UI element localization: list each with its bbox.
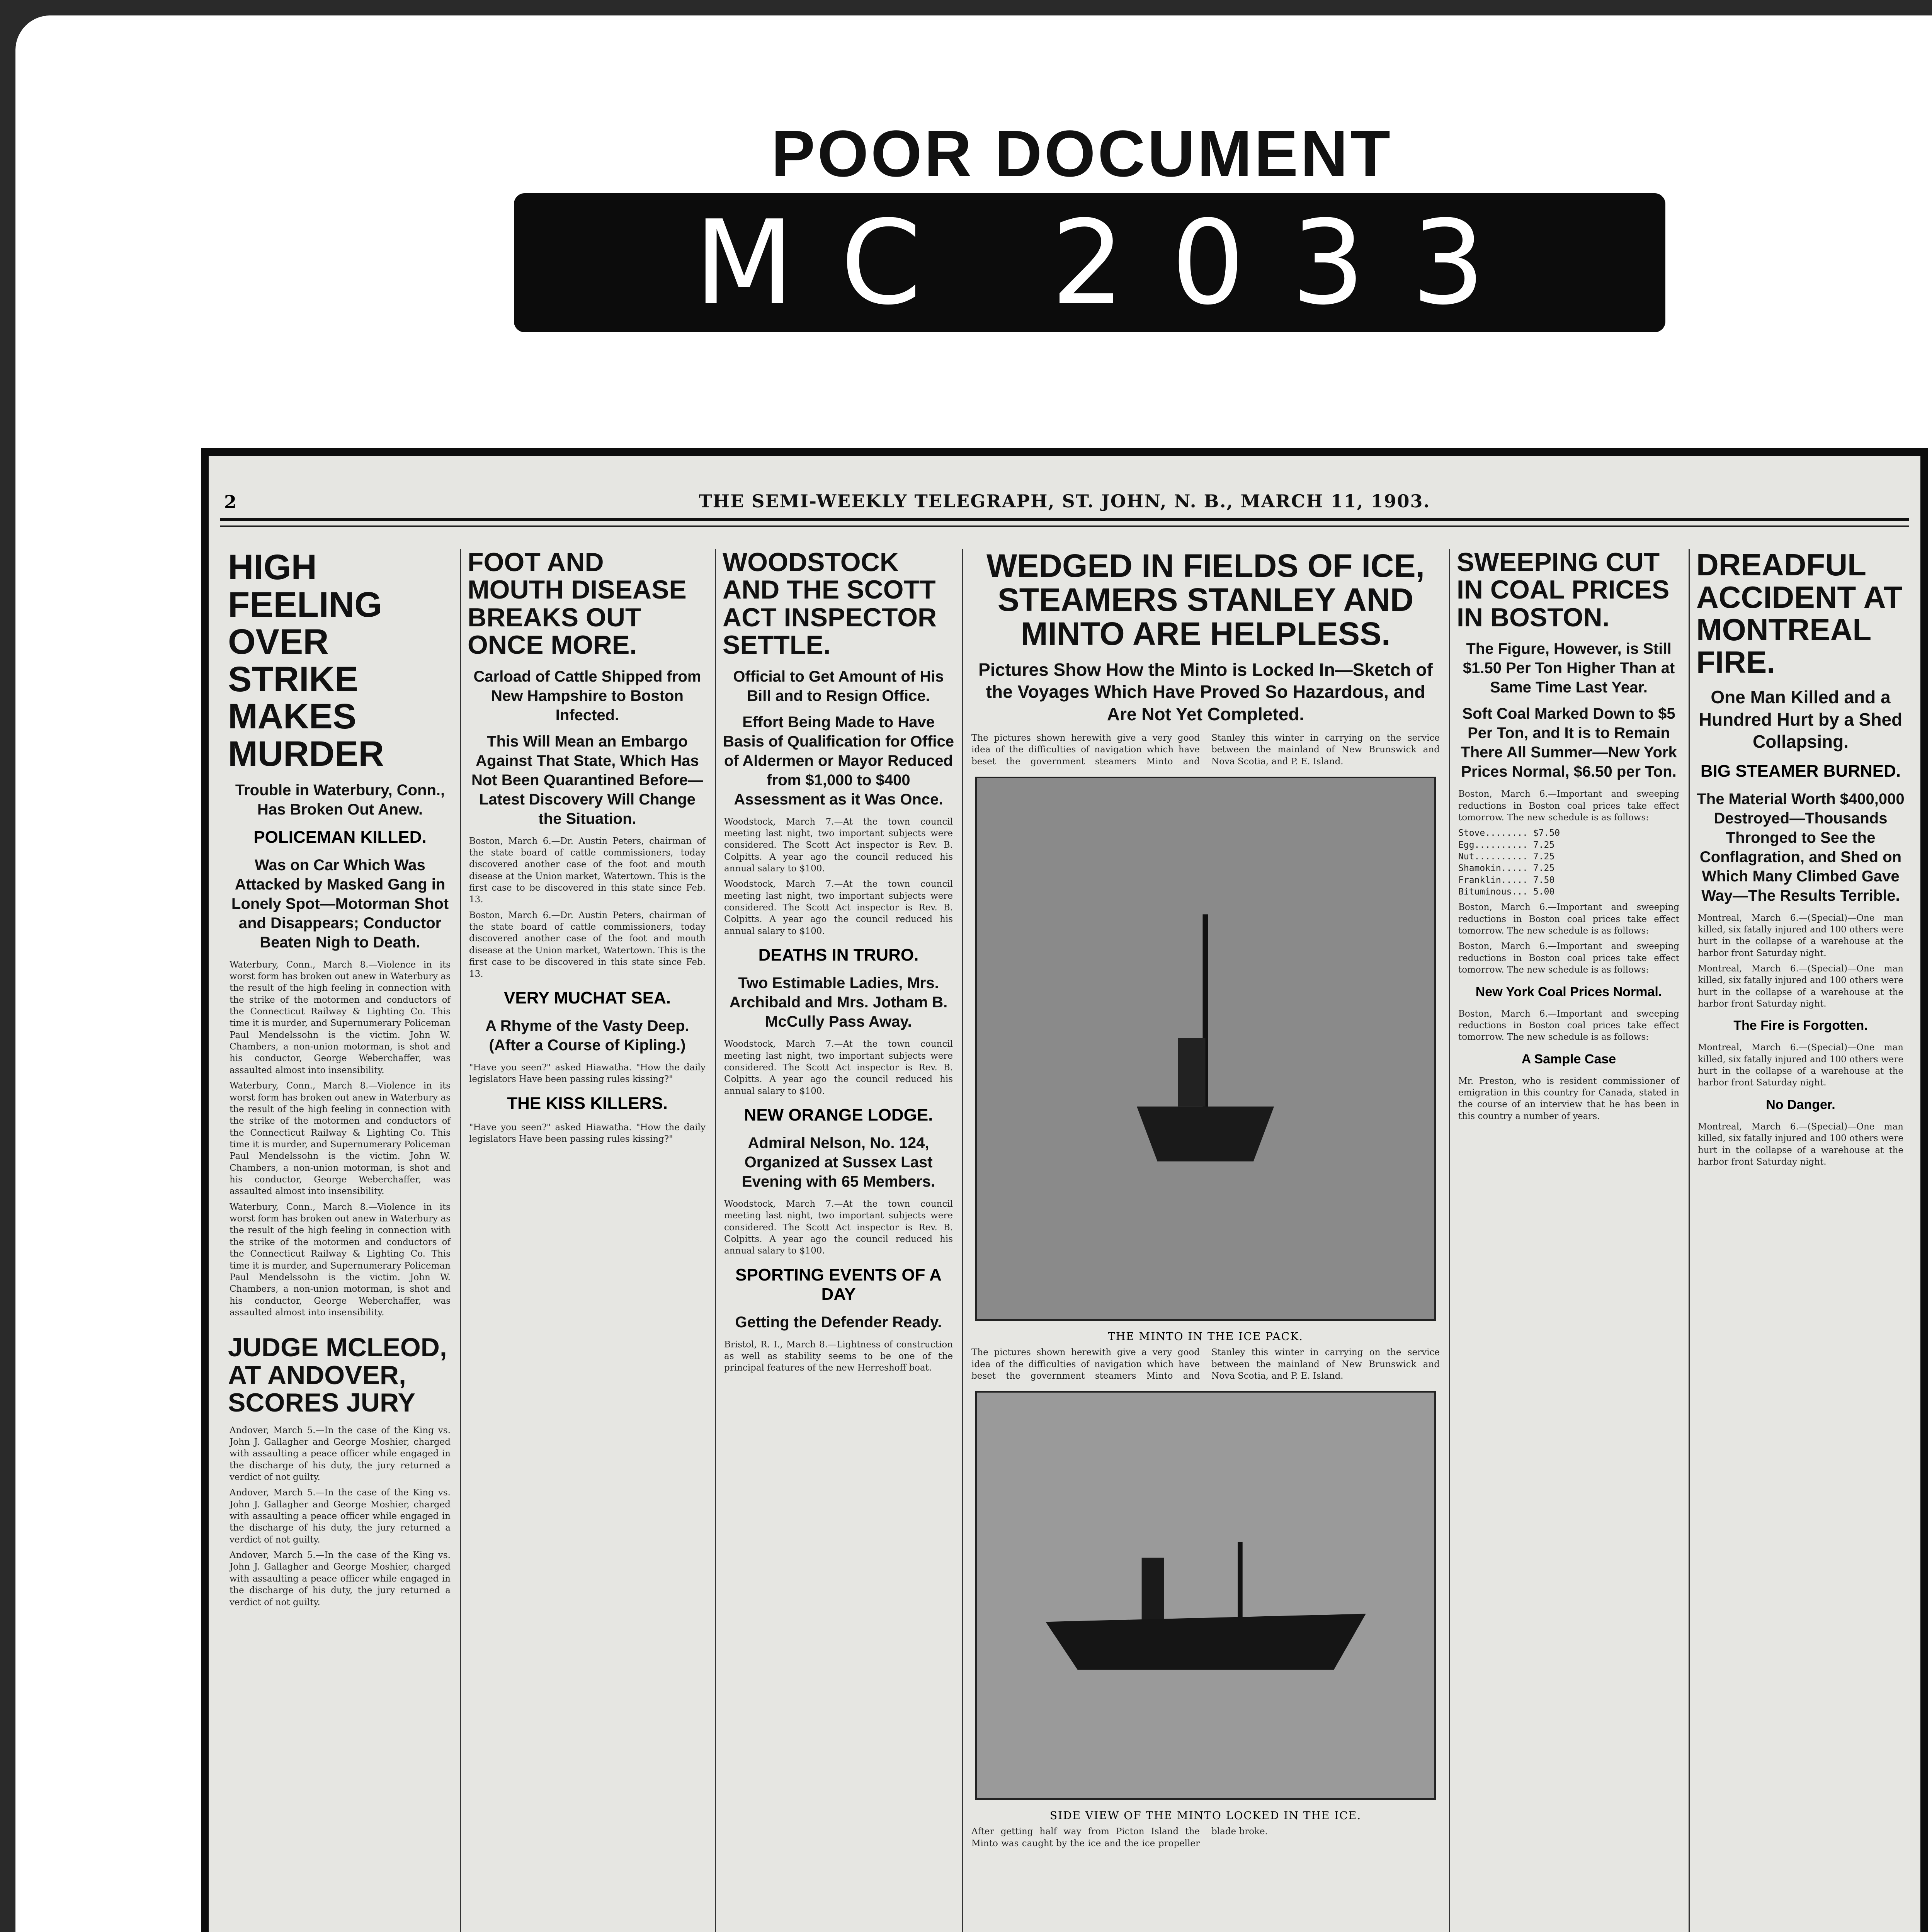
article-body-foot-mouth: Boston, March 6.—Dr. Austin Peters, chairman of the state board of cattle commissioners, today discovered another case of the foot and mouth disease at the Union market, Watertown. This is the first case to be discovered in this state since Feb. 13. [469,836,706,905]
poem-body: "Have you seen?" asked Hiawatha. "How the daily legislators Have been passing rules kissing?" [469,1062,706,1085]
deck-admiral-nelson: Admiral Nelson, No. 124, Organized at Sussex Last Evening with 65 Members. [742,1134,935,1190]
column-2 [460,549,716,1932]
coal-price-stove: Stove........ $7.50 [1458,828,1560,838]
deck-qualification: Effort Being Made to Have Basis of Qualification for Office of Aldermen or Mayor Reduced from $1,000 to $400 Assessment as it Was Once. [723,713,954,808]
article-body-montreal-cont: Montreal, March 6.—(Special)—One man killed, six fatally injured and 100 others were hurt in the collapse of a warehouse at the harbor front Saturday night. [1698,963,1903,1009]
poem-kiss-killers: "Have you seen?" asked Hiawatha. "How the daily legislators Have been passing rules kissing?" [469,1122,706,1144]
column-6 [1689,549,1913,1932]
newspaper-scan [201,448,1928,1932]
sub-policeman-killed: POLICEMAN KILLED. [253,827,427,847]
sub-sporting-events: SPORTING EVENTS OF A DAY [735,1265,942,1304]
article-body-montreal: Montreal, March 6.—(Special)—One man killed, six fatally injured and 100 others were hurt in the collapse of a warehouse at the harbor front Saturday night. [1698,913,1903,958]
deck-material-worth: The Material Worth $400,000 Destroyed—Thousands Thronged to See the Conflagration, and Shed on Which Many Climbed Gave Way—The Results Terrible. [1697,790,1905,904]
deck-one-man-killed: One Man Killed and a Hundred Hurt by a Shed Collapsing. [1699,687,1903,752]
deck-waterbury: Trouble in Waterbury, Conn., Has Broken Out Anew. [235,781,445,818]
deck-soft-coal: Soft Coal Marked Down to $5 Per Ton, and It is to Remain There All Summer—New York Prices Normal, $6.50 per Ton. [1461,705,1677,781]
article-body-woodstock-cont: Woodstock, March 7.—At the town council meeting last night, two important subjects were considered. The Scott Act inspector is Rev. B. Colpitts. A year ago the council reduced his annual salary to $100. [724,879,953,936]
sub-fire-forgotten: The Fire is Forgotten. [1733,1018,1868,1033]
caption-minto-ice-pack: THE MINTO IN THE ICE PACK. [1108,1330,1303,1343]
article-body-fire: Montreal, March 6.—(Special)—One man killed, six fatally injured and 100 others were hurt in the collapse of a warehouse at the harbor front Saturday night. [1698,1043,1903,1088]
newspaper-page [209,456,1920,1932]
masthead-title: THE SEMI-WEEKLY TELEGRAPH, ST. JOHN, N. B., MARCH 11, 1903. [699,491,1430,512]
article-body-waterbury-cont2: Waterbury, Conn., March 8.—Violence in its worst form has broken out anew in Waterbury as the result of the high feeling in connection with the strike of the motormen and conductors of the Connecticut Railway & Lighting Co. This time it is murder, and Supernumerary Policeman Paul Mendelssohn is the victim. John W. Chambers, a non-union motorman, is shot and his conductor, George Weberchaffer, was assaulted almost into insensibility. [230,1202,451,1318]
deck-masked-gang: Was on Car Which Was Attacked by Masked Gang in Lonely Spot—Motorman Shot and Disappears; Conductor Beaten Nigh to Death. [231,856,449,951]
column-1 [220,549,461,1932]
deck-embargo: This Will Mean an Embargo Against That State, Which Has Not Been Quarantined Before—Latest Discovery Will Change the Situation. [471,733,704,827]
article-body-foot-mouth-cont: Boston, March 6.—Dr. Austin Peters, chairman of the state board of cattle commissioners, today discovered another case of the foot and mouth disease at the Union market, Watertown. This is the first case to be discovered in this state since Feb. 13. [469,910,706,979]
article-body-truro: Woodstock, March 7.—At the town council meeting last night, two important subjects were considered. The Scott Act inspector is Rev. B. Colpitts. A year ago the council reduced his annual salary to $100. [724,1039,953,1096]
article-body-waterbury-cont: Waterbury, Conn., March 8.—Violence in its worst form has broken out anew in Waterbury as the result of the high feeling in connection with the strike of the motormen and conductors of the Connecticut Railway & Lighting Co. This time it is murder, and Supernumerary Policeman Paul Mendelssohn is the victim. John W. Chambers, a non-union motorman, is shot and his conductor, George Weberchaffer, was assaulted almost into insensibility. [230,1081,451,1197]
headline-sweeping-cut: SWEEPING CUT IN COAL PRICES IN BOSTON. [1457,549,1670,632]
article-body-minto-cont: The pictures shown herewith give a very good idea of the difficulties of navigation which have beset the government steamers Minto and Stanley this winter in carrying on the service between the mainland of New Brunswick and Nova Scotia, and P. E. Island. [971,1347,1440,1381]
article-body-andover-cont2: Andover, March 5.—In the case of the King vs. John J. Gallagher and George Moshier, charged with assaulting a peace officer while engaged in the discharge of his duty, the jury returned a verdict of not guilty. [230,1550,451,1607]
sub-no-danger: No Danger. [1766,1097,1835,1112]
sub-big-steamer-burned: BIG STEAMER BURNED. [1700,761,1901,781]
headline-dreadful-accident: DREADFUL ACCIDENT AT MONTREAL FIRE. [1696,549,1903,679]
masthead-rule [220,518,1909,521]
caption-minto-side-view: SIDE VIEW OF THE MINTO LOCKED IN THE ICE. [1049,1809,1362,1822]
column-4 [962,549,1450,1932]
sub-sample-case: A Sample Case [1521,1051,1616,1066]
article-body-sample-case: Mr. Preston, who is resident commissioner of emigration in this country for Canada, stated in the course of an interview that he has been in this country a number of years. [1458,1076,1679,1121]
poem-subtitle: A Rhyme of the Vasty Deep. (After a Course of Kipling.) [485,1017,689,1054]
sub-new-york-coal: New York Coal Prices Normal. [1475,984,1662,999]
article-body-coal: Boston, March 6.—Important and sweeping reductions in Boston coal prices take effect tomorrow. The new schedule is as follows: [1458,789,1679,823]
deck-minto-locked: Pictures Show How the Minto is Locked In—Sketch of the Voyages Which Have Proved So Hazardous, and Are Not Yet Completed. [978,659,1433,724]
photo-minto-side-view [975,1391,1436,1800]
deck-figure-1-50: The Figure, However, is Still $1.50 Per Ton Higher Than at Same Time Last Year. [1463,640,1675,696]
article-body-minto-end: After getting half way from Picton Island the Minto was caught by the ice and the ice propeller blade broke. [971,1827,1268,1849]
coal-price-nut: Nut.......... 7.25 [1458,851,1555,862]
sub-very-muchat-sea: VERY MUCHAT SEA. [504,988,671,1007]
masthead-rule-thin [220,526,1909,527]
deck-estimable-ladies: Two Estimable Ladies, Mrs. Archibald and Mrs. Jotham B. McCully Pass Away. [729,975,948,1031]
poor-document-label: POOR DOCUMENT [771,117,1393,190]
headline-high-feeling: HIGH FEELING OVER STRIKE MAKES MURDER [228,549,384,774]
article-body-andover-cont: Andover, March 5.—In the case of the King vs. John J. Gallagher and George Moshier, charged with assaulting a peace officer while engaged in the discharge of his duty, the jury returned a verdict of not guilty. [230,1488,451,1545]
ship-illustration-2 [1046,1494,1366,1718]
coal-price-shamokin: Shamokin..... 7.25 [1458,863,1555,874]
column-5 [1449,549,1690,1932]
article-body-coal-cont: Boston, March 6.—Important and sweeping reductions in Boston coal prices take effect tomorrow. The new schedule is as follows: [1458,902,1679,936]
headline-woodstock: WOODSTOCK AND THE SCOTT ACT INSPECTOR SETTLE. [723,549,937,660]
deck-carload-cattle: Carload of Cattle Shipped from New Hampshire to Boston Infected. [473,668,701,724]
article-body-woodstock: Woodstock, March 7.—At the town council meeting last night, two important subjects were considered. The Scott Act inspector is Rev. B. Colpitts. A year ago the council reduced his annual salary to $100. [724,816,953,874]
article-body-sporting: Bristol, R. I., March 8.—Lightness of construction as well as stability seems to be one of the principal features of the new Herreshoff boat. [724,1339,953,1373]
article-body-andover: Andover, March 5.—In the case of the King vs. John J. Gallagher and George Moshier, charged with assaulting a peace officer while engaged in the discharge of his duty, the jury returned a verdict of not guilty. [230,1425,451,1482]
reel-number: MC 2033 [694,195,1532,330]
headline-wedged-ice: WEDGED IN FIELDS OF ICE, STEAMERS STANLEY AND MINTO ARE HELPLESS. [986,549,1425,652]
sub-deaths-truro: DEATHS IN TRURO. [758,946,919,965]
coal-price-franklin: Franklin..... 7.50 [1458,875,1555,885]
column-3 [715,549,963,1932]
article-body-no-danger: Montreal, March 6.—(Special)—One man killed, six fatally injured and 100 others were hurt in the collapse of a warehouse at the harbor front Saturday night. [1698,1121,1903,1167]
article-body-lodge: Woodstock, March 7.—At the town council meeting last night, two important subjects were considered. The Scott Act inspector is Rev. B. Colpitts. A year ago the council reduced his annual salary to $100. [724,1199,953,1256]
article-body-waterbury: Waterbury, Conn., March 8.—Violence in its worst form has broken out anew in Waterbury as the result of the high feeling in connection with the strike of the motormen and conductors of the Connecticut Railway & Lighting Co. This time it is murder, and Supernumerary Policeman Paul Mendelssohn is the victim. John W. Chambers, a non-union motorman, is shot and his conductor, George Weberchaffer, was assaulted almost into insensibility. [230,959,451,1075]
deck-defender: Getting the Defender Ready. [735,1313,942,1331]
article-body-coal-cont2: Boston, March 6.—Important and sweeping reductions in Boston coal prices take effect tomorrow. The new schedule is as follows: [1458,941,1679,975]
article-body-minto: The pictures shown herewith give a very good idea of the difficulties of navigation which have beset the government steamers Minto and Stanley this winter in carrying on the service between the mainland of New Brunswick and Nova Scotia, and P. E. Island. [971,733,1440,767]
photo-minto-ice-pack [975,777,1436,1321]
headline-judge-mcleod: JUDGE MCLEOD, AT ANDOVER, SCORES JURY [228,1333,447,1418]
reel-number-plate [514,193,1665,332]
coal-price-egg: Egg.......... 7.25 [1458,840,1555,850]
deck-official-bill: Official to Get Amount of His Bill and to Resign Office. [733,668,944,704]
sub-kiss-killers: THE KISS KILLERS. [507,1094,668,1113]
ship-illustration-1 [1137,876,1274,1200]
page-number: 2 [224,492,237,512]
sub-new-orange-lodge: NEW ORANGE LODGE. [744,1105,933,1124]
coal-price-bituminous: Bituminous... 5.00 [1458,887,1555,897]
coal-price-list [1458,827,1679,898]
headline-foot-mouth: FOOT AND MOUTH DISEASE BREAKS OUT ONCE MORE. [468,549,687,660]
article-body-new-york: Boston, March 6.—Important and sweeping reductions in Boston coal prices take effect tomorrow. The new schedule is as follows: [1458,1009,1679,1043]
